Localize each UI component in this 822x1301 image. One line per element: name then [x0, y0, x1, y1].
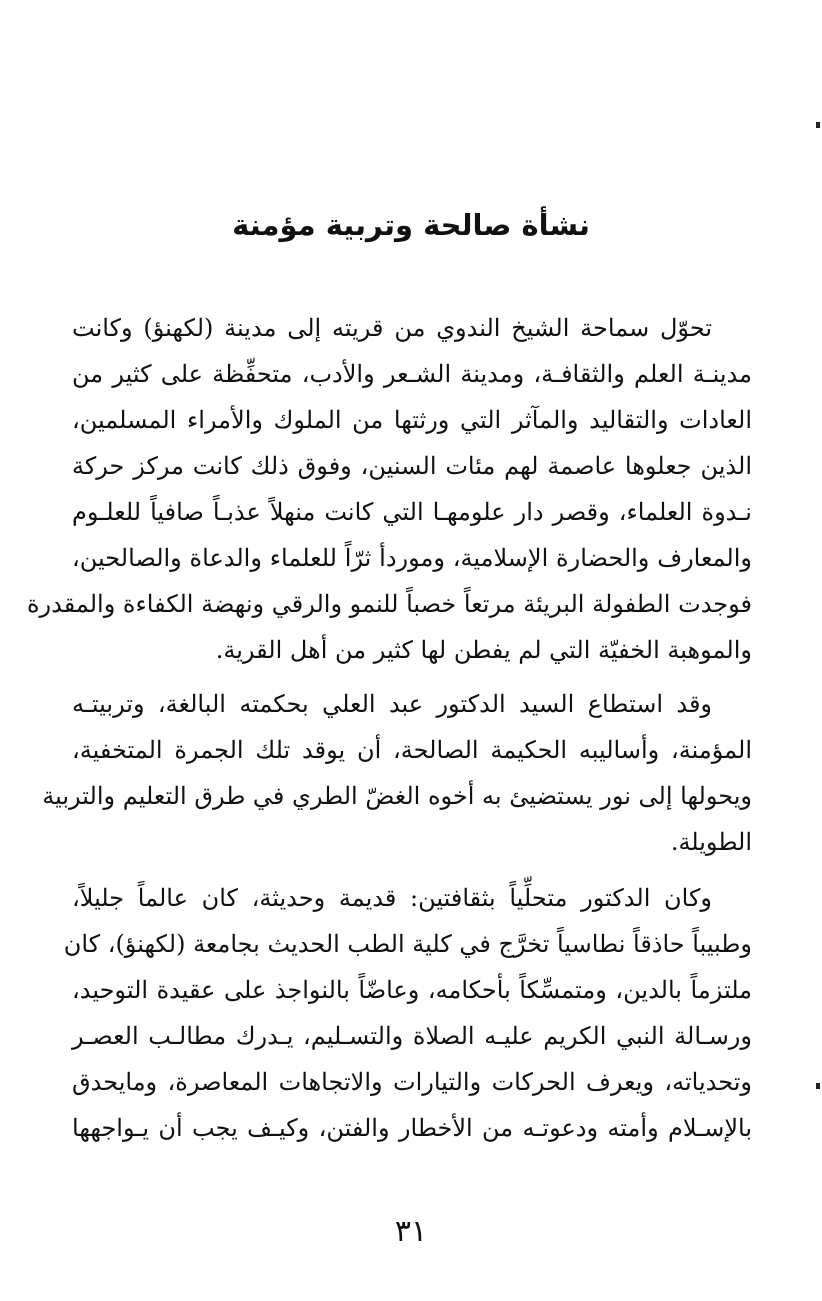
edge-mark	[816, 122, 820, 128]
paragraph-2	[42, 681, 752, 865]
paragraph-line: العادات والتقاليد والمآثر التي ورثتها من الملوك والأمراء المسلمين،	[72, 406, 752, 434]
paragraph-line: نـدوة العلماء، وقصر دار علومهـا التي كانت منهلاً عذبـاً صافياً للعلـوم	[72, 498, 752, 526]
paragraph-line: والمعارف والحضارة الإسلامية، وموردأ ثرّاً للعلماء والدعاة والصالحين،	[72, 544, 752, 572]
paragraph-line: ملتزماً بالدين، ومتمسِّكاً بأحكامه، وعاضّاً بالنواجذ على عقيدة التوحيد،	[72, 976, 752, 1004]
paragraph-line: مدينـة العلم والثقافـة، ومدينة الشـعر والأدب، متحفِّظة على كثير من	[72, 360, 752, 388]
chapter-title: نشأة صالحة وتربية مؤمنة	[232, 208, 590, 242]
paragraph-line: وكان الدكتور متحلِّياً بثقافتين: قديمة وحديثة، كان عالماً جليلاً،	[72, 884, 712, 912]
page-number: ٣١	[394, 1214, 428, 1249]
paragraph-line: بالإسـلام وأمته ودعوتـه من الأخطار والفتن، وكيـف يجب أن يـواجهها	[72, 1114, 752, 1142]
paragraph-1	[26, 305, 752, 673]
paragraph-line: فوجدت الطفولة البريئة مرتعاً خصباً للنمو والرقي ونهضة الكفاءة والمقدرة	[26, 590, 752, 618]
paragraph-line: ورسـالة النبي الكريم عليـه الصلاة والتسـليم، يـدرك مطالـب العصـر	[72, 1022, 752, 1050]
paragraph-line: ويحولها إلى نور يستضيئ به أخوه الغضّ الطري في طرق التعليم والتربية	[42, 782, 752, 810]
paragraph-line: الطويلة.	[670, 828, 752, 856]
paragraph-line: تحوّل سماحة الشيخ الندوي من قريته إلى مدينة (لكهنؤ) وكانت	[72, 314, 712, 342]
paragraph-line: المؤمنة، وأساليبه الحكيمة الصالحة، أن يوقد تلك الجمرة المتخفية،	[72, 736, 752, 764]
paragraph-line: وقد استطاع السيد الدكتور عبد العلي بحكمته البالغة، وتربيتـه	[72, 690, 712, 718]
edge-mark	[816, 1083, 820, 1089]
paragraph-line: والموهبة الخفيّة التي لم يفطن لها كثير من أهل القرية.	[215, 636, 752, 664]
paragraph-line: وتحدياته، ويعرف الحركات والتيارات والاتجاهات المعاصرة، ومايحدق	[72, 1068, 752, 1096]
paragraph-line: وطبيباً حاذقاً نطاسياً تخرَّج في كلية الطب الحديث بجامعة (لكهنؤ)، كان	[63, 930, 752, 958]
paragraph-3	[63, 875, 752, 1151]
paragraph-line: الذين جعلوها عاصمة لهم مئات السنين، وفوق ذلك كانت مركز حركة	[72, 452, 752, 480]
